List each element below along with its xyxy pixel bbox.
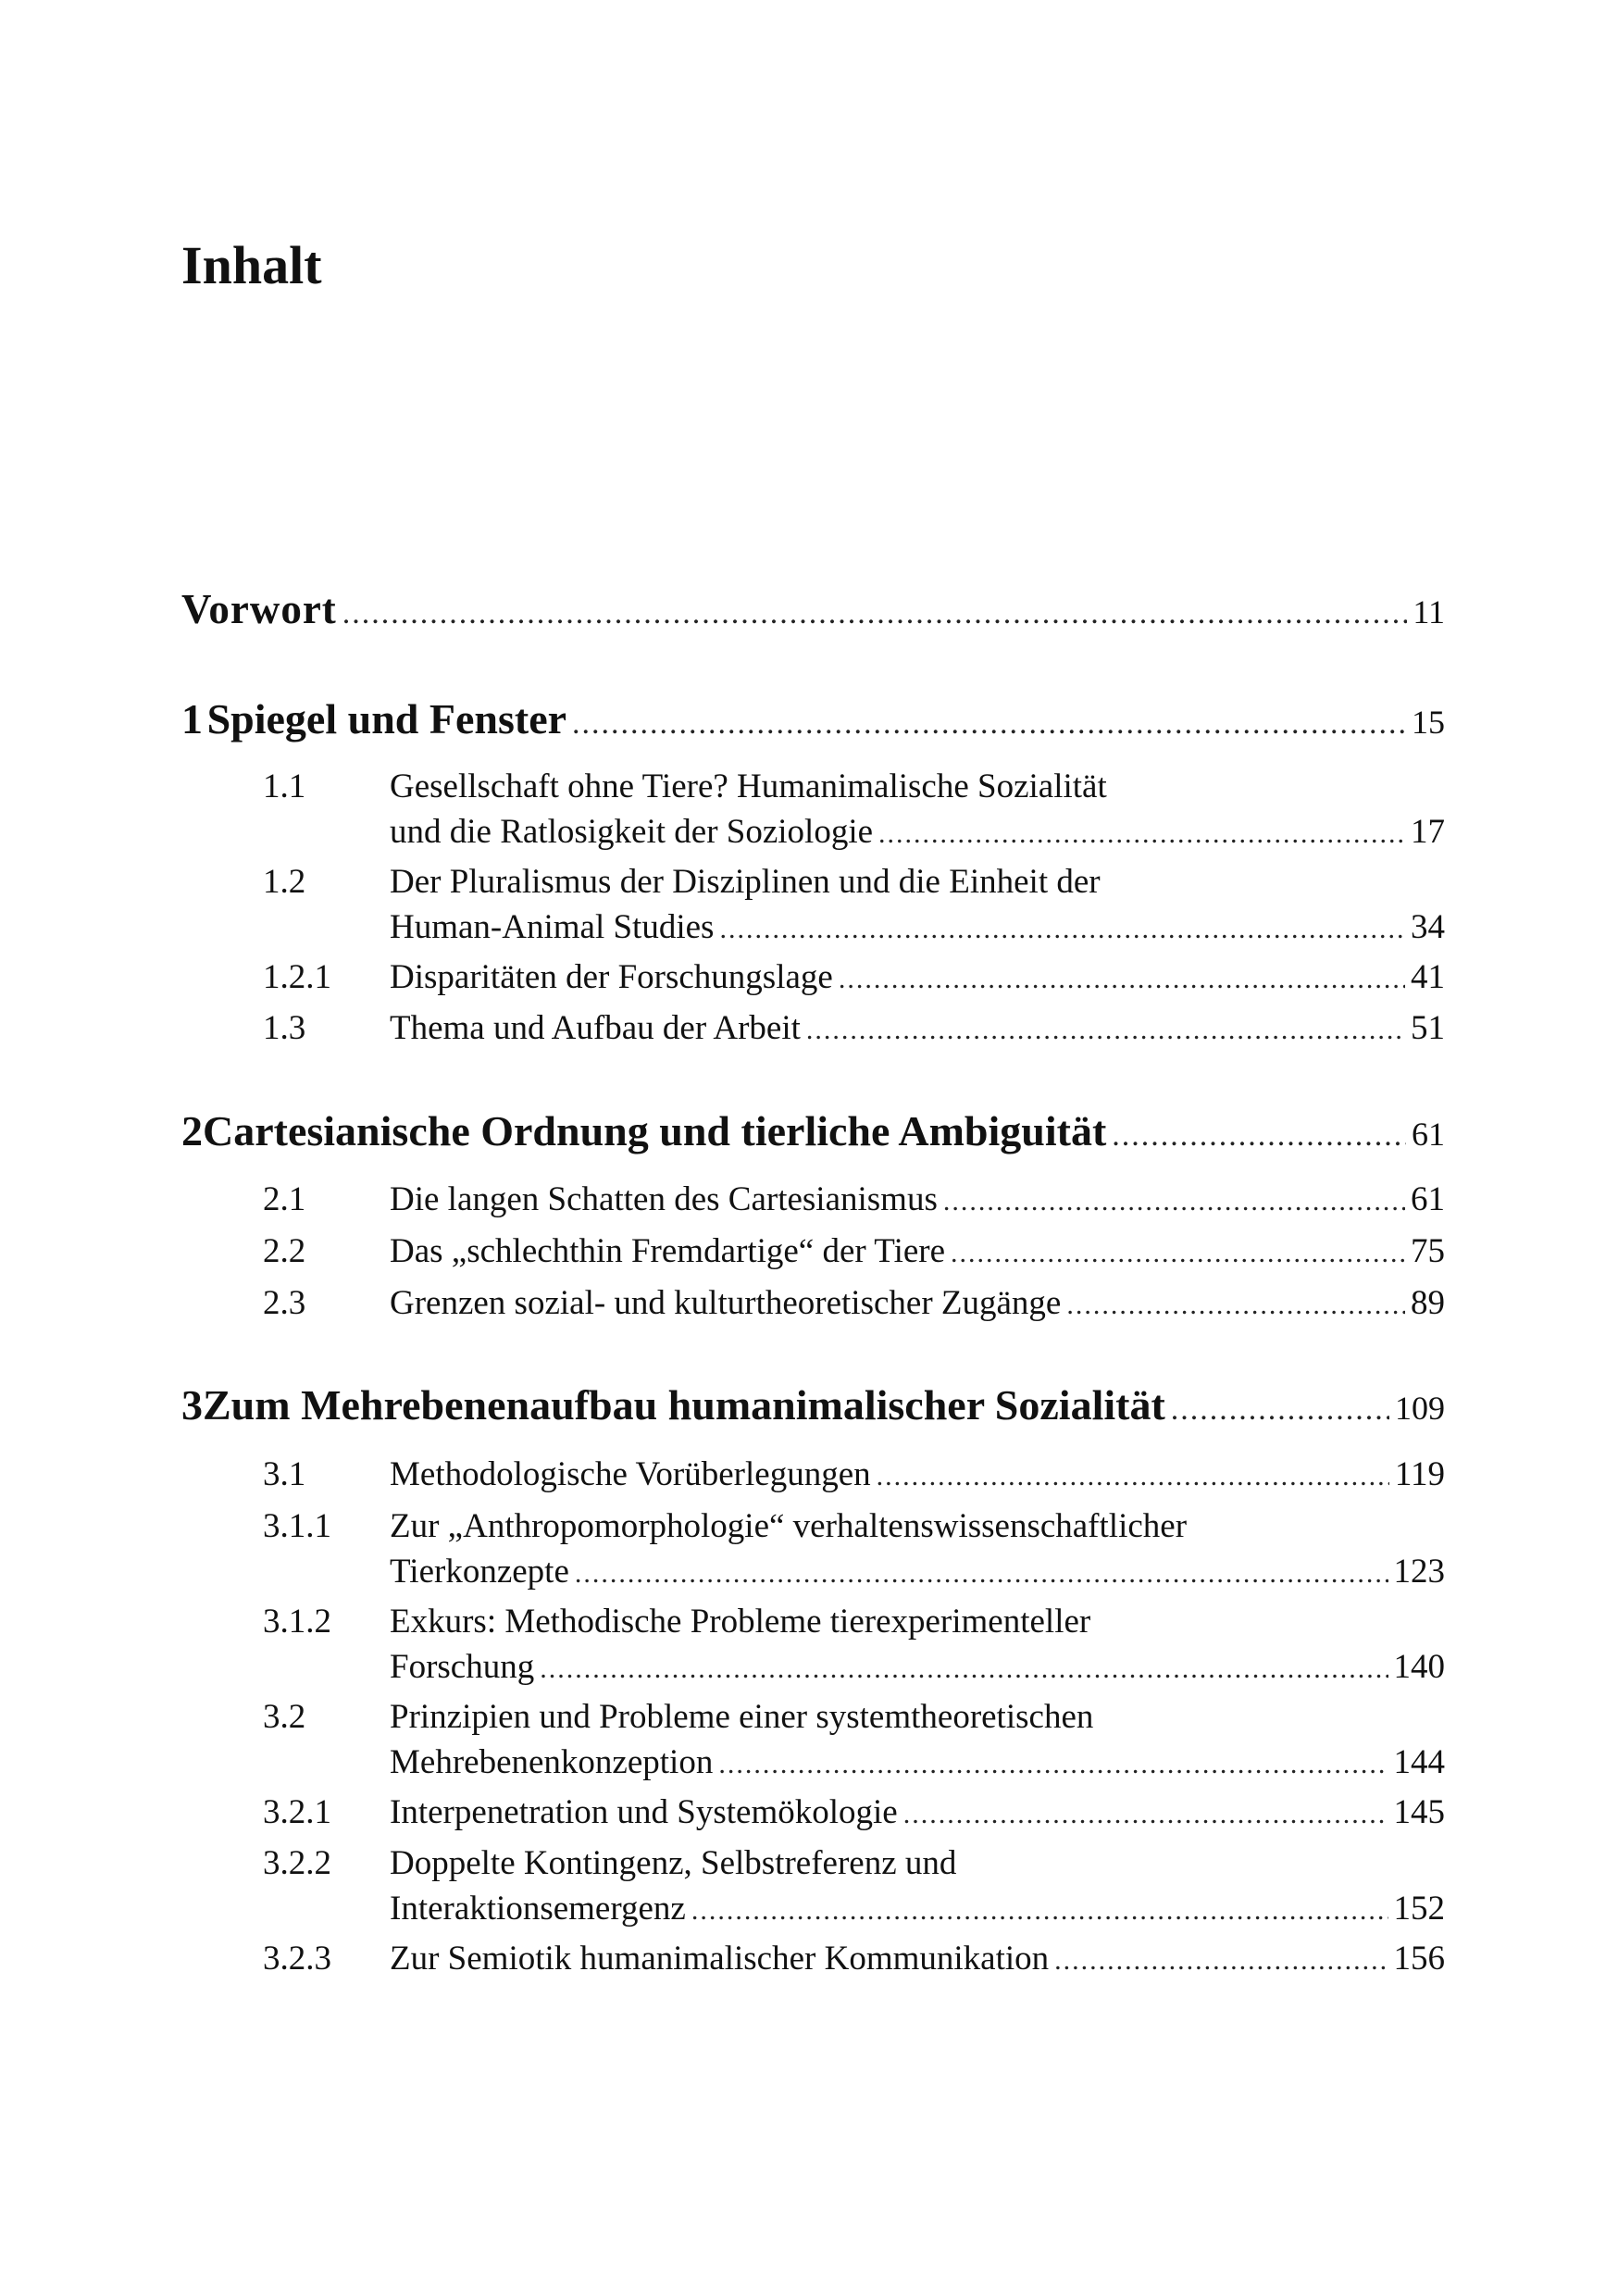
section-number: 3.2.1	[263, 1793, 331, 1831]
section-number: 3.2.3	[263, 1940, 331, 1978]
section-number: 3.1.1	[263, 1507, 331, 1545]
section-number: 2.3	[263, 1284, 306, 1322]
leader-dots	[718, 1742, 1388, 1782]
leader-dots	[572, 706, 1406, 742]
section-number: 2.1	[263, 1180, 306, 1218]
section-title-line: Mehrebenenkonzeption	[390, 1743, 714, 1781]
section-title-line: Doppelte Kontingenz, Selbstreferenz und	[390, 1844, 957, 1882]
leader-dots	[1112, 1118, 1406, 1154]
toc-page-number: 41	[1411, 958, 1445, 996]
leader-dots	[951, 1231, 1405, 1271]
section-title-line: Der Pluralismus der Disziplinen und die Einheit der	[390, 863, 1101, 901]
chapter-number: 1	[181, 695, 203, 742]
section-number: 3.1.2	[263, 1603, 331, 1641]
section-title-line: Das „schlechthin Fremdartige“ der Tiere	[390, 1232, 946, 1270]
toc-page-number: 109	[1395, 1390, 1445, 1427]
toc-page-number: 119	[1394, 1455, 1445, 1493]
toc-page-number: 34	[1411, 908, 1445, 946]
section-title-line: Methodologische Vorüberlegungen	[390, 1455, 871, 1493]
section-title-line: Die langen Schatten des Cartesianismus	[390, 1180, 938, 1218]
toc-page-number: 15	[1412, 704, 1445, 741]
leader-dots	[839, 957, 1405, 997]
toc-page-number: 89	[1411, 1284, 1445, 1322]
toc-page-number: 61	[1412, 1116, 1445, 1153]
section-number: 1.1	[263, 767, 306, 805]
toc-page-number: 140	[1393, 1648, 1445, 1686]
section-title-line: Disparitäten der Forschungslage	[390, 958, 833, 996]
leader-dots	[1066, 1283, 1405, 1323]
leader-dots	[342, 588, 1408, 633]
section-title-line: und die Ratlosigkeit der Soziologie	[390, 813, 874, 851]
section-number: 1.2	[263, 863, 306, 901]
toc-page-number: 75	[1411, 1232, 1445, 1270]
section-title-line: Thema und Aufbau der Arbeit	[390, 1009, 801, 1047]
section-title-line: Zur Semiotik humanimalischer Kommunikation	[390, 1940, 1050, 1978]
chapter-title: Zum Mehrebenenaufbau humanimalischer Sozialität	[203, 1381, 1165, 1429]
leader-dots	[575, 1552, 1388, 1591]
leader-dots	[540, 1647, 1388, 1687]
leader-dots	[1054, 1939, 1388, 1978]
section-title-line: Gesellschaft ohne Tiere? Humanimalische Sozialität	[390, 767, 1107, 805]
chapter-title: Cartesianische Ordnung und tierliche Ambiguität	[203, 1107, 1107, 1154]
section-title-line: Grenzen sozial- und kulturtheoretischer Zugänge	[390, 1284, 1062, 1322]
leader-dots	[903, 1792, 1388, 1832]
toc-page-number: 123	[1393, 1553, 1445, 1591]
chapter-number: 2	[181, 1107, 203, 1154]
section-title-line: Interpenetration und Systemökologie	[390, 1793, 898, 1831]
toc-page-number: 61	[1411, 1180, 1445, 1218]
leader-dots	[806, 1008, 1405, 1048]
toc-entry-vorwort[interactable]	[181, 585, 1445, 633]
toc-page-number: 156	[1393, 1940, 1445, 1978]
section-number: 2.2	[263, 1232, 306, 1270]
section-title-line: Interaktionsemergenz	[390, 1890, 686, 1928]
toc-page-number: 51	[1411, 1009, 1445, 1047]
toc-page-number: 17	[1411, 813, 1445, 851]
section-title-line: Prinzipien und Probleme einer systemtheoretischen	[390, 1698, 1094, 1736]
leader-dots	[877, 1454, 1389, 1494]
page-title: Inhalt	[181, 235, 322, 295]
section-number: 3.2.2	[263, 1844, 331, 1882]
toc-page-number: 145	[1393, 1793, 1445, 1831]
leader-dots	[691, 1889, 1388, 1928]
leader-dots	[719, 907, 1405, 947]
toc-page-number: 152	[1393, 1890, 1445, 1928]
section-title-line: Exkurs: Methodische Probleme tierexperimenteller	[390, 1603, 1091, 1641]
toc-chapter-2[interactable]	[181, 1106, 1445, 1155]
toc-chapter-1[interactable]	[181, 694, 1445, 743]
section-number: 1.3	[263, 1009, 306, 1047]
leader-dots	[878, 812, 1405, 852]
toc-chapter-3[interactable]	[181, 1380, 1445, 1429]
toc-entry-label: Vorwort	[181, 586, 337, 632]
toc-page-number: 144	[1393, 1743, 1445, 1781]
section-number: 3.2	[263, 1698, 306, 1736]
section-number: 1.2.1	[263, 958, 331, 996]
chapter-title: Spiegel und Fenster	[206, 695, 567, 742]
chapter-number: 3	[181, 1381, 203, 1429]
leader-dots	[943, 1179, 1405, 1219]
section-title-line: Human-Animal Studies	[390, 908, 715, 946]
section-title-line: Tierkonzepte	[390, 1553, 569, 1591]
toc-page-number: 11	[1413, 593, 1445, 630]
leader-dots	[1171, 1392, 1389, 1428]
section-title-line: Zur „Anthropomorphologie“ verhaltenswissenschaftlicher	[390, 1507, 1188, 1545]
section-title-line: Forschung	[390, 1648, 535, 1686]
section-number: 3.1	[263, 1455, 306, 1493]
